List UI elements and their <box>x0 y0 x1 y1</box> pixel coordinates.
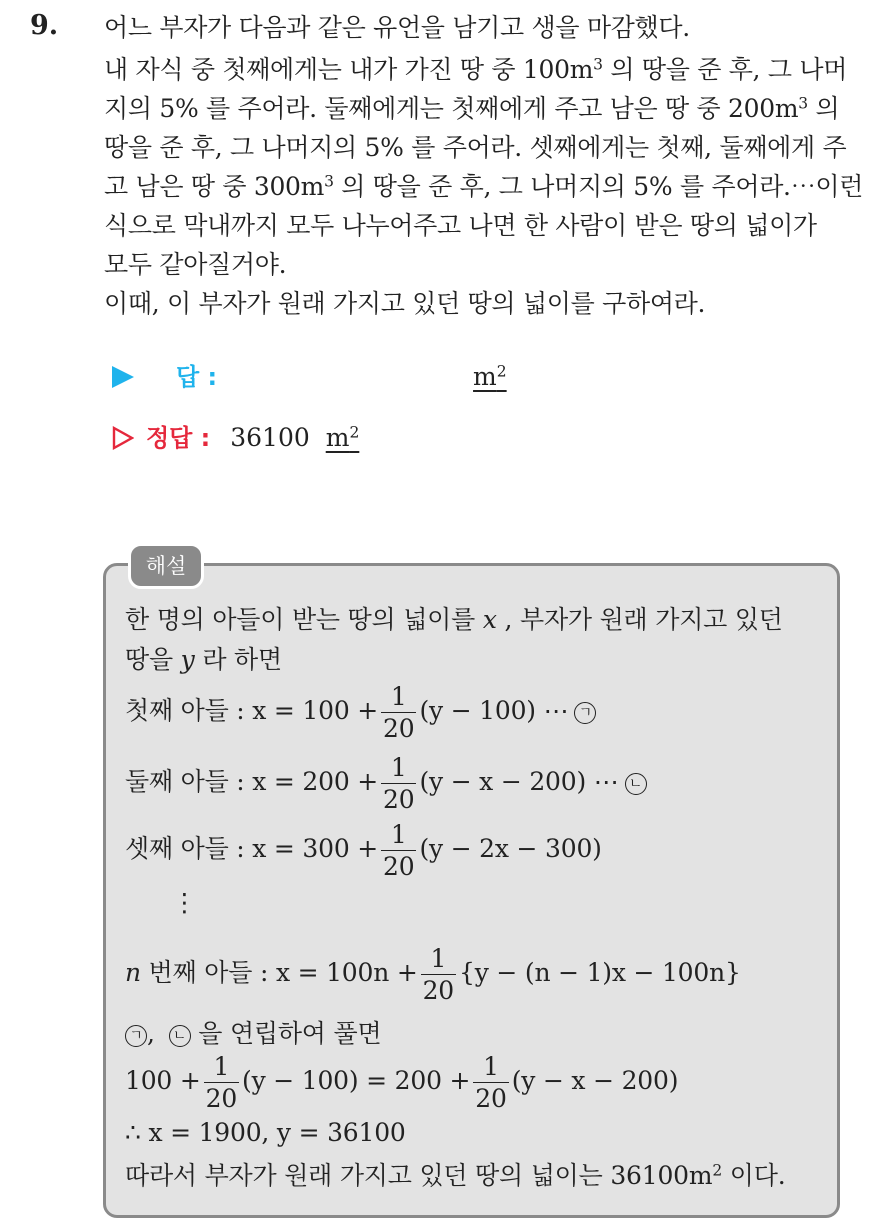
fraction: $\frac{1}{20}$ <box>383 820 415 881</box>
question-line-5: 고 남은 땅 중 $300m^3$ 의 땅을 준 후, 그 나머지의 5% 를 주어라.⋯이런 <box>104 172 864 201</box>
fraction: $\frac{1}{20}$ <box>422 944 455 1005</box>
play-triangle-icon <box>112 366 134 388</box>
answer-unit: $m^2$ <box>473 362 507 391</box>
explanation-intro-line-1: 한 명의 아들이 받는 땅의 넓이를 x , 부자가 원래 가지고 있던 <box>125 605 783 634</box>
vertical-ellipsis: ⋮ <box>172 888 197 917</box>
answer-label: 답 : <box>175 363 218 391</box>
correct-answer-unit: $m^2$ <box>325 423 360 452</box>
circled-label-2: ㄴ <box>625 773 647 795</box>
question-number: 9. <box>30 10 59 41</box>
explanation-intro-line-2: 땅을 y 라 하면 <box>125 645 282 674</box>
fraction: $\frac{1}{20}$ <box>475 1052 507 1113</box>
correct-answer-label: 정답 : <box>145 424 211 452</box>
circled-label-2: ㄴ <box>169 1025 191 1047</box>
question-line-1: 어느 부자가 다음과 같은 유언을 남기고 생을 마감했다. <box>104 13 690 42</box>
question-line-6: 식으로 막내까지 모두 나누어주고 나면 한 사람이 받은 땅의 넓이가 <box>104 211 817 240</box>
combined-equation: 100 + $\frac{1}{20}$ (y − 100) = 200 + $\frac{1}{20}$ (y − x − 200) <box>125 1052 679 1113</box>
fraction: $\frac{1}{20}$ <box>205 1052 238 1113</box>
question-line-4: 땅을 준 후, 그 나머지의 5% 를 주어라. 셋째에게는 첫째, 둘째에게 주 <box>104 133 847 162</box>
question-line-3: 지의 5% 를 주어라. 둘째에게는 첫째에게 주고 남은 땅 중 $200m^3$ 의 <box>104 94 840 123</box>
fraction: $\frac{1}{20}$ <box>383 753 415 814</box>
question-line-8: 이때, 이 부자가 원래 가지고 있던 땅의 넓이를 구하여라. <box>104 289 706 318</box>
answer-row <box>112 357 507 392</box>
circled-label-1: ㄱ <box>125 1025 147 1047</box>
fraction: $\frac{1}{20}$ <box>383 682 415 743</box>
correct-answer-value: 36100 <box>230 423 310 452</box>
second-son-equation: 둘째 아들 : x = 200 + $\frac{1}{20}$ (y − x − 200) ⋯ ㄴ <box>125 755 647 812</box>
first-son-equation: 첫째 아들 : x = 100 + $\frac{1}{20}$ (y − 100) ⋯ ㄱ <box>125 684 596 741</box>
nth-son-equation: n 번째 아들 : x = 100n + $\frac{1}{20}$ {y − (n − 1)x − 100n} <box>125 944 741 1005</box>
outline-triangle-icon <box>112 426 134 450</box>
circled-label-1: ㄱ <box>574 702 596 724</box>
explanation-tag: 해설 <box>128 543 204 589</box>
therefore-line: ∴ x = 1900, y = 36100 <box>125 1118 406 1147</box>
third-son-equation: 셋째 아들 : x = 300 + $\frac{1}{20}$ (y − 2x − 300) <box>125 820 602 881</box>
question-line-7: 모두 같아질거야. <box>104 250 287 279</box>
question-line-2: 내 자식 중 첫째에게는 내가 가진 땅 중 $100m^3$ 의 땅을 준 후, 그 나머 <box>104 55 848 84</box>
correct-answer-row <box>112 418 359 453</box>
conclusion-line: 따라서 부자가 원래 가지고 있던 땅의 넓이는 $36100m^2$ 이다. <box>125 1161 786 1190</box>
combine-line: ㄱ , ㄴ 을 연립하여 풀면 <box>125 1014 381 1050</box>
